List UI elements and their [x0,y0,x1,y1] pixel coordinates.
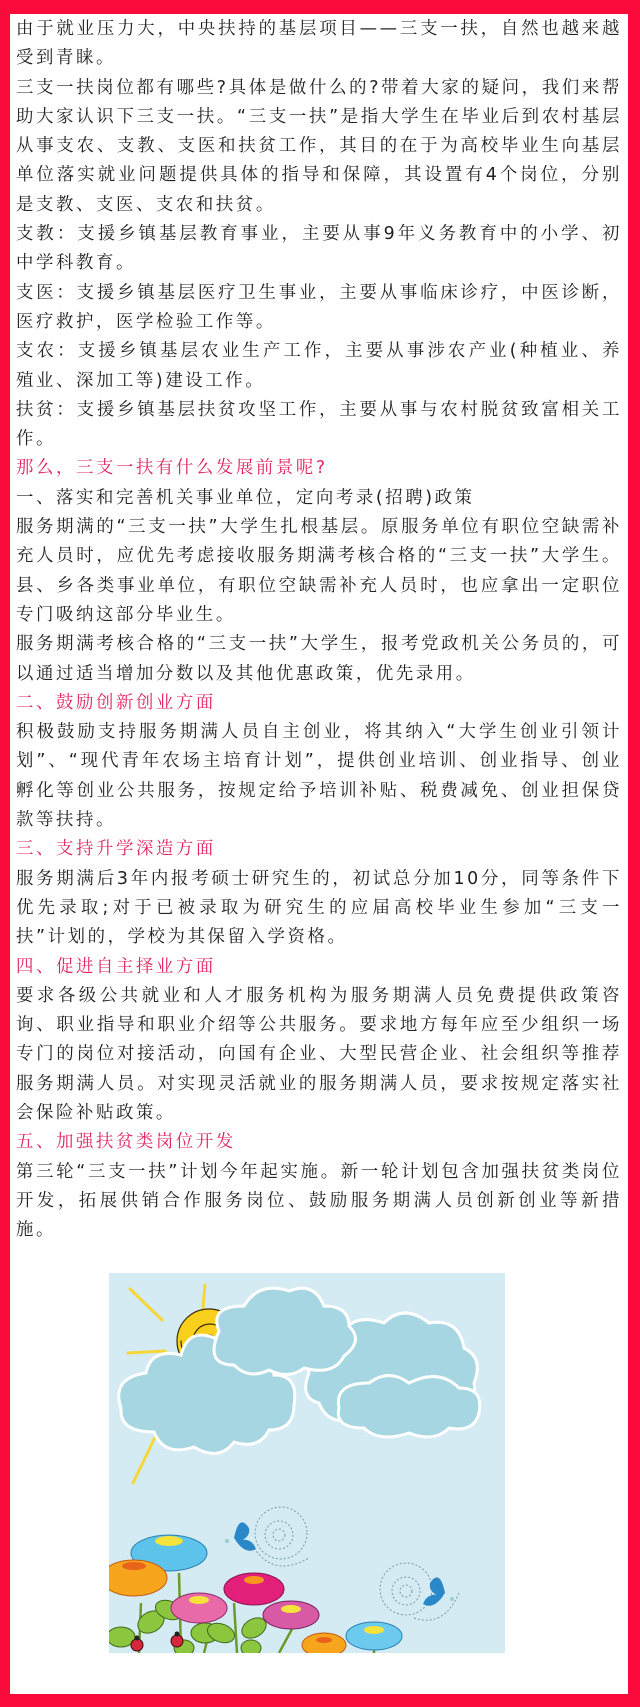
paragraph-policy-one-a: 服务期满的“三支一扶”大学生扎根基层。原服务单位有职位空缺需补充人员时，应优先考虑接收服务期满考核合格的“三支一扶”大学生。县、乡各类事业单位，有职位空缺需补充人员时，也应拿出一定职位专门吸纳这部分毕业生。 [16,517,622,625]
paragraph-zhinong: 支农：支援乡镇基层农业生产工作，主要从事涉农产业(种植业、养殖业、深加工等)建设工作。 [16,341,622,391]
paragraph-entrepreneurship: 积极鼓励支持服务期满人员自主创业，将其纳入“大学生创业引领计划”、“现代青年农场主培育计划”，提供创业培训、创业指导、创业孵化等创业公共服务，按规定给予培训补贴、税费减免、创业担保贷款等扶持。 [16,722,622,831]
article-page [10,14,628,1694]
flower-icon [224,1573,284,1605]
paragraph-definition: 三支一扶岗位都有哪些?具体是做什么的?带着大家的疑问，我们来帮助大家认识下三支一扶。“三支一扶”是指大学生在毕业后到农村基层从事支农、支教、支医和扶贫工作，其目的在于为高校毕业生向基层单位落实就业问题提供具体的指导和保障，其设置有4个岗位，分别是支教、支医、支农和扶贫。 [16,77,622,215]
section-heading-poverty-posts: 五、加强扶贫类岗位开发 [16,1132,236,1153]
paragraph-intro: 由于就业压力大，中央扶持的基层项目——三支一扶，自然也越来越受到青睐。 [16,19,622,69]
section-heading-self-employment: 四、促进自主择业方面 [16,956,216,977]
flower-icon [171,1593,227,1623]
paragraph-further-study: 服务期满后3年内报考硕士研究生的，初试总分加10分，同等条件下优先录取;对于已被录取为研究生的应届高校毕业生参加“三支一扶”计划的，学校为其保留入学资格。 [16,868,622,948]
section-heading-further-study: 三、支持升学深造方面 [16,839,216,860]
subheading-policy-one: 一、落实和完善机关事业单位，定向考录(招聘)政策 [16,487,475,508]
flower-icon [346,1622,402,1650]
section-heading-entrepreneurship: 二、鼓励创新创业方面 [16,692,216,713]
section-heading-prospects: 那么，三支一扶有什么发展前景呢? [16,458,328,479]
flower-icon [263,1601,319,1629]
paragraph-policy-one-b: 服务期满考核合格的“三支一扶”大学生，报考党政机关公务员的，可以通过适当增加分数以及其他优惠政策，优先录用。 [16,634,622,684]
paragraph-zhiyi: 支医：支援乡镇基层医疗卫生事业，主要从事临床诊疗，中医诊断，医疗救护，医学检验工作等。 [16,282,622,332]
paragraph-zhijiao: 支教：支援乡镇基层教育事业，主要从事9年义务教育中的小学、初中学科教育。 [16,224,622,274]
paragraph-fupin: 扶贫：支援乡镇基层扶贫攻坚工作，主要从事与农村脱贫致富相关工作。 [16,399,622,450]
paragraph-poverty-posts: 第三轮“三支一扶”计划今年起实施。新一轮计划包含加强扶贫类岗位开发，拓展供销合作服务岗位、鼓励服务期满人员创新创业等新措施。 [16,1161,622,1241]
flower-icon [302,1633,346,1653]
flower-icon [109,1560,167,1596]
paragraph-self-employment: 要求各级公共就业和人才服务机构为服务期满人员免费提供政策咨询、职业指导和职业介绍等公共服务。要求地方每年应至少组织一场专门的岗位对接活动，向国有企业、大型民营企业、社会组织等推荐服务期满人员。对实现灵活就业的服务期满人员，要求按规定落实社会保险补贴政策。 [16,985,622,1123]
sky-flowers-illustration [109,1273,505,1653]
